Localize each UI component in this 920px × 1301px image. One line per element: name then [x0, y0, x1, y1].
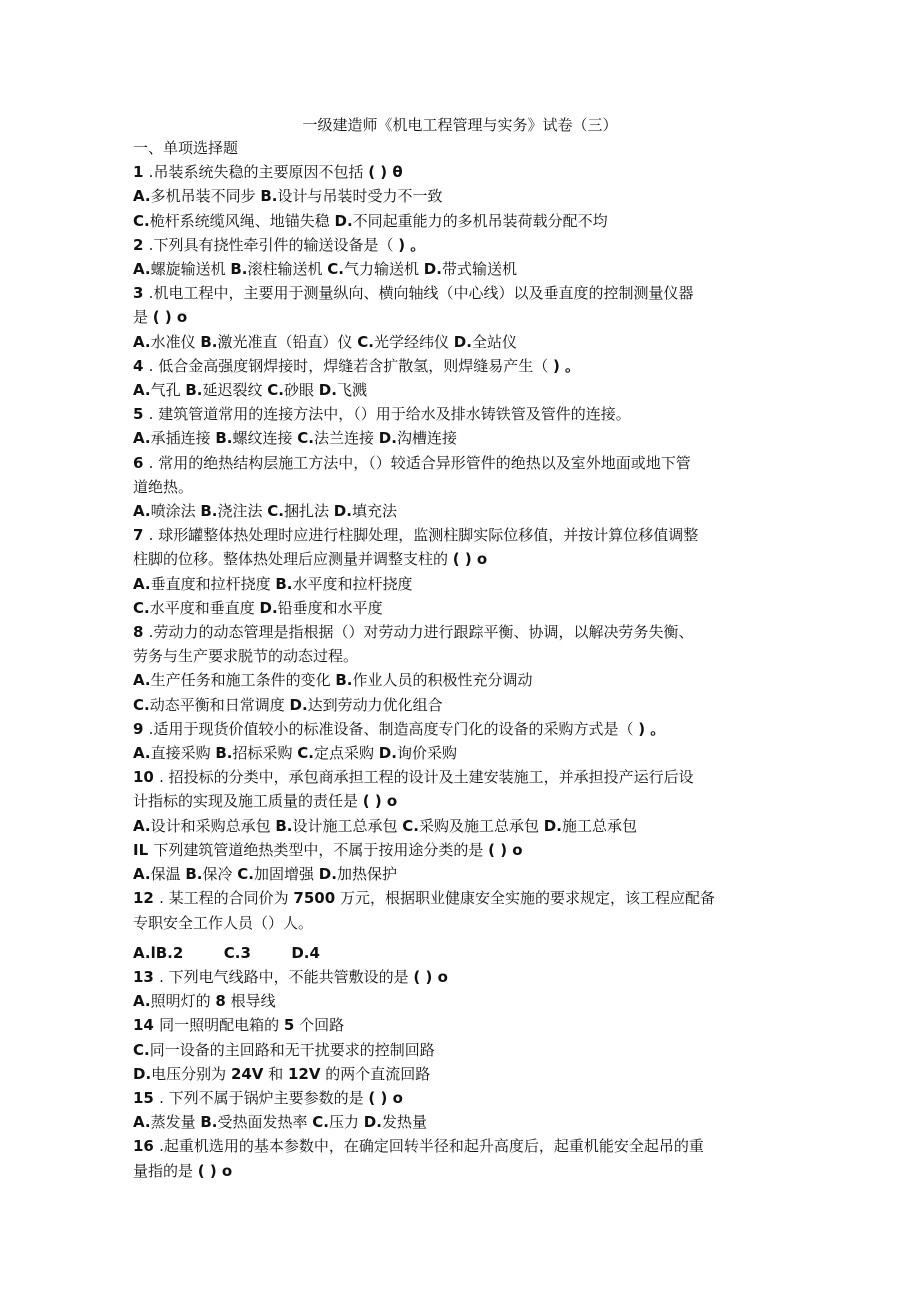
text-line: [133, 281, 793, 305]
bold-segment: C.: [133, 1040, 150, 1059]
bold-segment: D.: [363, 1113, 382, 1132]
bold-segment: ( ) o: [197, 1161, 233, 1180]
bold-segment: A.: [133, 260, 151, 279]
bold-segment: A.: [133, 992, 151, 1011]
text-segment: . 建筑管道常用的连接方法中，（）用于给水及排水铸铁管及管件的连接。: [148, 405, 631, 424]
bold-segment: C.: [312, 1113, 330, 1132]
text-line: [133, 789, 793, 813]
text-segment: 全站仪: [471, 332, 517, 351]
text-segment: . 某工程的合同价为: [159, 889, 294, 908]
text-segment: .劳动力的动态管理是指根据（）对劳动力进行跟踪平衡、协调，以解决劳务失衡、: [148, 623, 694, 642]
text-segment: . 球形罐整体热处理时应进行柱脚处理，监测柱脚实际位移值，并按计算位移值调整: [148, 526, 699, 545]
question-list: [133, 136, 793, 1183]
text-segment: 螺旋输送机: [150, 260, 231, 279]
text-line: [133, 965, 793, 989]
text-segment: 同一照明配电箱的: [159, 1016, 284, 1035]
text-segment: 飞溅: [336, 381, 367, 400]
text-segment: 水平度和拉杆挠度: [292, 574, 413, 593]
bold-segment: ) 。: [638, 719, 666, 738]
text-segment: 压力: [329, 1113, 364, 1132]
bold-segment: A.: [133, 671, 151, 690]
text-line: [133, 572, 793, 596]
bold-segment: D.: [318, 865, 337, 884]
text-segment: 铅垂度和水平度: [277, 598, 383, 617]
text-segment: 喷涂法: [150, 502, 201, 521]
bold-segment: ( ) o: [152, 308, 188, 327]
text-line: [133, 1159, 793, 1183]
text-segment: 保冷: [202, 865, 238, 884]
text-segment: 动态平衡和日常调度: [149, 695, 290, 714]
text-line: [133, 451, 793, 475]
text-line: [133, 911, 793, 935]
bold-segment: C.: [402, 816, 420, 835]
text-segment: 照明灯的: [150, 992, 216, 1011]
text-segment: 万元，根据职业健康安全实施的要求规定，该工程应配备: [335, 889, 715, 908]
text-segment: 作业人员的积极性充分调动: [352, 671, 533, 690]
text-line: [133, 378, 793, 402]
text-segment: 加热保护: [336, 865, 397, 884]
bold-segment: 7500: [293, 889, 336, 908]
text-segment: 延迟裂纹: [202, 381, 268, 400]
text-line: [133, 1062, 793, 1086]
text-segment: 设计与吊装时受力不一致: [277, 187, 443, 206]
bold-segment: D.: [423, 260, 442, 279]
bold-segment: D.: [333, 502, 352, 521]
bold-segment: A.: [133, 502, 151, 521]
text-segment: .下列具有挠性牵引件的输送设备是（: [148, 235, 399, 254]
text-line: [133, 1038, 793, 1062]
text-segment: 水平度和垂直度: [149, 598, 260, 617]
text-line: [133, 1134, 793, 1158]
bold-segment: ( ) θ: [368, 163, 403, 182]
bold-segment: 5: [133, 405, 149, 424]
text-line: [133, 257, 793, 281]
text-segment: . 常用的绝热结构层施工方法中，（）较适合异形管件的绝热以及室外地面或地下管: [148, 453, 691, 472]
text-segment: 和: [263, 1064, 288, 1083]
text-segment: 柱脚的位移。整体热处理后应测量并调整支柱的: [133, 550, 453, 569]
bold-segment: A.: [133, 429, 151, 448]
text-segment: 直接采购: [150, 744, 216, 763]
bold-segment: 14: [133, 1016, 160, 1035]
text-segment: 多机吊装不同步: [150, 187, 261, 206]
text-line: [133, 523, 793, 547]
bold-segment: 12V: [287, 1064, 321, 1083]
bold-segment: 2: [133, 235, 149, 254]
bold-segment: 13: [133, 967, 160, 986]
question-lines: [133, 160, 793, 1183]
bold-segment: D.: [378, 744, 397, 763]
bold-segment: C.: [267, 502, 285, 521]
text-segment: 加固增强: [254, 865, 319, 884]
bold-segment: 15: [133, 1088, 160, 1107]
text-segment: 水准仪: [150, 332, 201, 351]
text-segment: 不同起重能力的多机吊装荷载分配不均: [352, 211, 608, 230]
text-line: [133, 499, 793, 523]
bold-segment: C.: [267, 381, 285, 400]
bold-segment: B.: [215, 429, 233, 448]
bold-segment: ) 。: [552, 356, 581, 375]
bold-segment: IL: [133, 840, 154, 859]
bold-segment: 10: [133, 768, 160, 787]
text-segment: .起重机选用的基本参数中，在确定回转半径和起升高度后，起重机能安全起吊的重: [159, 1137, 704, 1156]
text-segment: 桅杆系统缆风绳、地锚失稳: [149, 211, 335, 230]
bold-segment: D.: [289, 695, 308, 714]
text-segment: 个回路: [294, 1016, 345, 1035]
text-line: [133, 620, 793, 644]
text-segment: 发热量: [381, 1113, 427, 1132]
bold-segment: D.: [334, 211, 353, 230]
bold-segment: 9: [133, 719, 149, 738]
text-segment: 光学经纬仪: [374, 332, 454, 351]
bold-segment: A.: [133, 1113, 151, 1132]
bold-segment: B.: [335, 671, 353, 690]
bold-segment: C.: [133, 598, 150, 617]
text-segment: 气孔: [150, 381, 186, 400]
text-line: [133, 160, 793, 184]
text-segment: .适用于现货价值较小的标准设备、制造高度专门化的设备的采购方式是（: [148, 719, 639, 738]
text-segment: 激光准直（铅直）仪: [217, 332, 358, 351]
bold-segment: ( ) o: [368, 1088, 403, 1107]
text-segment: 设计施工总承包: [292, 816, 403, 835]
text-segment: 招标采购: [232, 744, 298, 763]
text-line: [133, 184, 793, 208]
bold-segment: C.: [327, 260, 345, 279]
text-segment: 带式输送机: [441, 260, 517, 279]
bold-segment: A.: [133, 574, 151, 593]
text-segment: 定点采购: [314, 744, 379, 763]
bold-segment: C.: [133, 695, 150, 714]
text-segment: 同一设备的主回路和无干扰要求的控制回路: [149, 1040, 435, 1059]
text-line: [133, 209, 793, 233]
bold-segment: 7: [133, 526, 149, 545]
text-segment: 的两个直流回路: [320, 1064, 431, 1083]
bold-segment: A.: [133, 187, 151, 206]
text-line: [133, 838, 793, 862]
bold-segment: D.: [543, 816, 562, 835]
bold-segment: C.: [357, 332, 375, 351]
text-segment: 量指的是: [133, 1161, 198, 1180]
bold-segment: ( ) o: [413, 967, 448, 986]
bold-segment: A.: [133, 381, 151, 400]
text-segment: . 低合金高强度钢焊接时，焊缝若含扩散氢，则焊缝易产生（: [148, 356, 553, 375]
bold-segment: C.: [297, 744, 315, 763]
text-segment: 滚柱输送机: [247, 260, 328, 279]
text-segment: 专职安全工作人员（）人。: [133, 913, 314, 932]
text-segment: 达到劳动力优化组合: [307, 695, 443, 714]
text-line: [133, 233, 793, 257]
text-line: [133, 644, 793, 668]
text-line: [133, 941, 793, 965]
bold-segment: 8: [133, 623, 149, 642]
text-line: [133, 402, 793, 426]
text-segment: . 下列不属于锅炉主要参数的是: [159, 1088, 369, 1107]
text-segment: 法兰连接: [314, 429, 379, 448]
text-line: [133, 475, 793, 499]
text-segment: 受热面发热率: [217, 1113, 313, 1132]
bold-segment: A.: [133, 816, 151, 835]
bold-segment: D.: [318, 381, 337, 400]
bold-segment: 3: [133, 284, 149, 303]
text-segment: 道绝热。: [133, 477, 194, 496]
text-segment: 垂直度和拉杆挠度: [150, 574, 276, 593]
text-line: [133, 305, 793, 329]
text-segment: 沟槽连接: [396, 429, 457, 448]
text-line: [133, 1110, 793, 1134]
exam-title: 一级建造师《机电工程管理与实务》试卷（三）: [302, 116, 618, 134]
text-segment: 填充法: [351, 502, 397, 521]
text-line: [133, 862, 793, 886]
bold-segment: C.: [237, 865, 255, 884]
text-segment: 施工总承包: [561, 816, 637, 835]
text-segment: 采购及施工总承包: [419, 816, 544, 835]
text-line: [133, 668, 793, 692]
bold-segment: B.: [200, 1113, 218, 1132]
bold-segment: 8: [215, 992, 226, 1011]
text-line: [133, 693, 793, 717]
text-line: [133, 717, 793, 741]
text-segment: .机电工程中，主要用于测量纵向、横向轴线（中心线）以及垂直度的控制测量仪器: [148, 284, 694, 303]
text-segment: 砂眼: [284, 381, 319, 400]
bold-segment: B.: [200, 502, 218, 521]
bold-segment: ( ) o: [362, 792, 398, 811]
bold-segment: ( ) o: [452, 550, 488, 569]
text-segment: . 招投标的分类中，承包商承担工程的设计及土建安装施工，并承担投产运行后设: [159, 768, 694, 787]
bold-segment: B.: [215, 744, 233, 763]
bold-segment: 16: [133, 1137, 160, 1156]
text-line: [133, 547, 793, 571]
text-segment: 蒸发量: [150, 1113, 201, 1132]
text-segment: 计指标的实现及施工质量的责任是: [133, 792, 363, 811]
bold-segment: ( ) o: [488, 840, 523, 859]
bold-segment: B.: [185, 381, 203, 400]
bold-segment: C.: [297, 429, 315, 448]
text-segment: 设计和采购总承包: [150, 816, 276, 835]
text-line: [133, 1086, 793, 1110]
bold-segment: ) 。: [398, 235, 426, 254]
text-segment: 生产任务和施工条件的变化: [150, 671, 336, 690]
bold-segment: B.: [185, 865, 203, 884]
bold-segment: 5: [283, 1016, 295, 1035]
text-segment: .吊装系统失稳的主要原因不包括: [148, 163, 369, 182]
text-segment: 劳务与生产要求脱节的动态过程。: [133, 647, 359, 666]
bold-segment: D.: [259, 598, 278, 617]
text-line: [133, 989, 793, 1013]
bold-segment: 1: [133, 163, 149, 182]
bold-segment: 6: [133, 453, 149, 472]
text-line: [133, 596, 793, 620]
text-line: [133, 765, 793, 789]
text-segment: 保温: [150, 865, 186, 884]
text-line: [133, 814, 793, 838]
bold-segment: B.: [230, 260, 248, 279]
bold-segment: 12: [133, 889, 160, 908]
text-segment: 捆扎法: [284, 502, 334, 521]
text-segment: 是: [133, 308, 153, 327]
text-segment: 螺纹连接: [232, 429, 298, 448]
bold-segment: 4: [133, 356, 149, 375]
text-segment: 下列建筑管道绝热类型中，不属于按用途分类的是: [153, 840, 489, 859]
text-line: [133, 1013, 793, 1037]
bold-segment: B.: [200, 332, 218, 351]
text-segment: 根导线: [225, 992, 276, 1011]
text-segment: . 下列电气线路中，不能共管敷设的是: [159, 967, 414, 986]
text-line: [133, 426, 793, 450]
text-segment: 浇注法: [217, 502, 268, 521]
text-line: [133, 886, 793, 910]
bold-segment: A.lB.2 C.3 D.4: [133, 943, 320, 962]
bold-segment: D.: [378, 429, 397, 448]
text-line: [133, 330, 793, 354]
text-segment: 询价采购: [396, 744, 457, 763]
bold-segment: D.: [133, 1064, 152, 1083]
bold-segment: D.: [453, 332, 472, 351]
bold-segment: B.: [260, 187, 278, 206]
text-line: [133, 354, 793, 378]
bold-segment: 24V: [230, 1064, 264, 1083]
bold-segment: B.: [275, 816, 293, 835]
text-line: [133, 741, 793, 765]
bold-segment: A.: [133, 332, 151, 351]
text-segment: 气力输送机: [344, 260, 424, 279]
bold-segment: A.: [133, 865, 151, 884]
section-heading: 一、单项选择题: [133, 139, 239, 157]
bold-segment: A.: [133, 744, 151, 763]
bold-segment: B.: [275, 574, 293, 593]
text-segment: 电压分别为: [151, 1064, 231, 1083]
text-segment: 承插连接: [150, 429, 216, 448]
bold-segment: C.: [133, 211, 150, 230]
